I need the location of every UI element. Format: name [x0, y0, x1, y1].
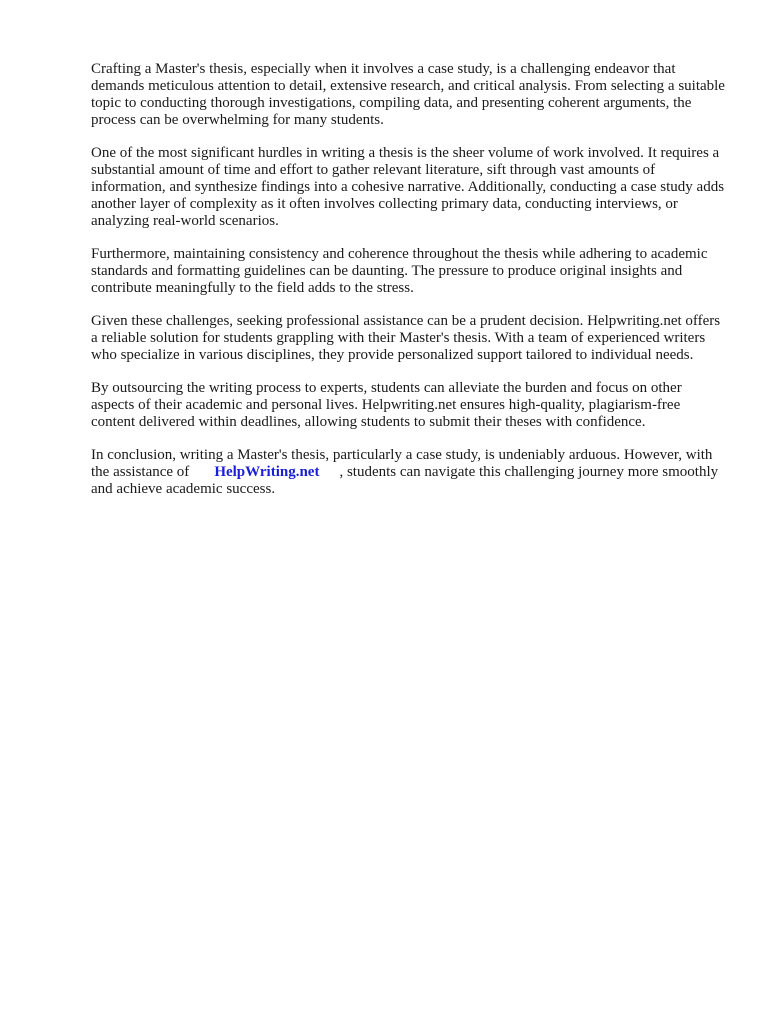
helpwriting-link[interactable]: HelpWriting.net: [214, 464, 320, 480]
paragraph-intro: Crafting a Master's thesis, especially when it involves a case study, is a challenging endeavor that demands meticulous attention to detail, extensive research, and critical analysis. From selecting a suitable topic to conducting thorough investigations, compiling data, and presenting coherent arguments, the process can be overwhelming for many students.: [91, 61, 725, 128]
paragraph-hurdles: One of the most significant hurdles in writing a thesis is the sheer volume of work involved. It requires a substantial amount of time and effort to gather relevant literature, sift through vast amounts of information, and synthesize findings into a cohesive narrative. Additionally, conducting a case study adds another layer of complexity as it often involves collecting primary data, conducting interviews, or analyzing real-world scenarios.: [91, 145, 725, 229]
document-body: [91, 61, 727, 514]
paragraph-outsourcing: By outsourcing the writing process to experts, students can alleviate the burden and focus on other aspects of their academic and personal lives. Helpwriting.net ensures high-quality, plagiarism-free content delivered within deadlines, allowing students to submit their theses with confidence.: [91, 380, 682, 430]
paragraph-assistance: Given these challenges, seeking professional assistance can be a prudent decision. Helpwriting.net offers a reliable solution for students grappling with their Master's thesis. With a team of experienced writers who specialize in various disciplines, they provide personalized support tailored to individual needs.: [91, 313, 721, 363]
conclusion-text-after: , students can navigate this challenging journey more smoothly and achieve academic success.: [91, 464, 719, 497]
conclusion-text-before: In conclusion, writing a Master's thesis, particularly a case study, is undeniably arduous. However, with the assistance of: [91, 447, 713, 480]
paragraph-conclusion: [91, 447, 727, 498]
paragraph-consistency: Furthermore, maintaining consistency and coherence throughout the thesis while adhering to academic standards and formatting guidelines can be daunting. The pressure to produce original insights and contribute meaningfully to the field adds to the stress.: [91, 246, 708, 296]
